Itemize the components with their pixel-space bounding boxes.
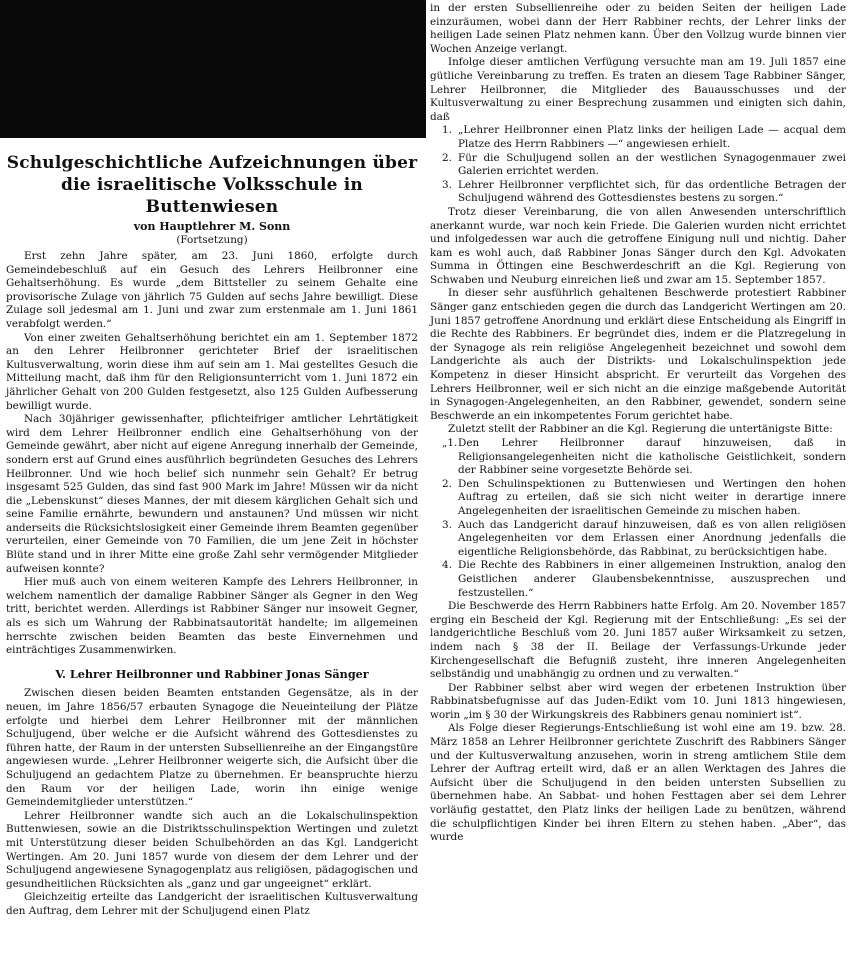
article-title: Schulgeschichtliche Aufzeichnungen über die israelitische Volksschule in Buttenwiesen <box>6 153 418 217</box>
paragraph: Als Folge dieser Regierungs-Entschließung ist wohl eine am 19. bzw. 28. März 1858 an Lehrer Heilbronner gerichtete Zuschrift des Rabbiners Sänger und der Kultusverwaltung anzusehen, worin in streng amtlichem Stile dem Lehrer der Auftrag erteilt wird, daß er an allen Werktagen des Jahres die Aufsicht über die Schuljugend in den beiden untersten Subsellien zu übernehmen habe. An Sabbat- und hohen Festtagen aber sei dem Lehrer vorläufig gestattet, den Platz links der heiligen Lade zu benützen, während die schulpflichtigen Kinder bei ihren Eltern zu stehen haben. „Aber“, das wurde <box>430 722 846 844</box>
paragraph: Hier muß auch von einem weiteren Kampfe des Lehrers Heilbronner, in welchem namentlich der damalige Rabbiner Sänger als Gegner in den Weg tritt, berichtet werden. Allerdings ist Rabbiner Sänger nur insoweit Gegner, als es sich um Wahrung der Rabbinatsautorität handelte; im allgemeinen herrschte zwischen beiden Beamten das beste Einvernehmen und einträchtiges Zusammenwirken. <box>6 576 418 657</box>
list-item: 4. Die Rechte des Rabbiners in einer allgemeinen Instruktion, analog den Geistlichen anderer Glaubensbekenntnisse, auszusprechen und festzustellen.“ <box>442 559 846 599</box>
redacted-image-block <box>0 0 426 138</box>
paragraph: in der ersten Subsellienreihe oder zu beiden Seiten der heiligen Lade einzuräumen, wobei dann der Herr Rabbiner rechts, der Lehrer links der heiligen Lade seinen Platz nehmen kann. Über den Vollzug wurde binnen vier Wochen Anzeige verlangt. <box>430 2 846 55</box>
continuation-note: (Fortsetzung) <box>176 234 248 246</box>
list-item: 2. Den Schulinspektionen zu Buttenwiesen und Wertingen den hohen Auftrag zu erteilen, daß sie sich nicht weiter in derartige innere Angelegenheiten der israelitischen Gemeinde zu mischen haben. <box>442 477 846 517</box>
list-item: „1. Den Lehrer Heilbronner darauf hinzuweisen, daß in Religionsangelegenheiten nicht die katholische Geistlichkeit, sondern der Rabbiner seine vorgesetzte Behörde sei. <box>442 437 846 477</box>
list-item: 3. Auch das Landgericht darauf hinzuweisen, daß es von allen religiösen Angelegenheiten vor dem Erlassen einer Anordnung jedenfalls die eigentliche Religionsbehörde, das Rabbinat, zu berücksichtigen habe. <box>442 518 846 558</box>
author-byline: von Hauptlehrer M. Sonn <box>133 220 291 233</box>
paragraph: Lehrer Heilbronner wandte sich auch an die Lokalschulinspektion Buttenwiesen, sowie an die Distriktsschulinspektion Wertingen und zuletzt mit Unterstützung dieser beiden Schulbehörden an das Kgl. Landgericht Wertingen. Am 20. Juni 1857 wurde von diesem der dem Lehrer und der Schuljugend angewiesene Synagogenplatz aus religiösen, pädagogischen und gesundheitlichen Rücksichten als „ganz und gar ungeeignet“ erklärt. <box>6 809 418 890</box>
paragraph: Zuletzt stellt der Rabbiner an die Kgl. Regierung die untertänigste Bitte: <box>448 423 833 436</box>
paragraph: Nach 30jähriger gewissenhafter, pflichteifriger amtlicher Lehrtätigkeit wird dem Lehrer Heilbronner endlich eine Gehaltserhöhung von der Gemeinde gewährt, aber nicht auf eigene Anregung innerhalb der Gemeinde, sondern erst auf Grund eines ausführlich begründeten Gesuches des Lehrers Heilbronner. Und wie hoch belief sich nunmehr sein Gehalt? Er betrug insgesamt 525 Gulden, das sind fast 900 Mark im Jahre! Müssen wir da nicht die „Lebenskunst“ dieses Mannes, der mit diesem kärglichen Gehalt sich und seine Familie ernährte, bewundern und anstaunen? Und müssen wir nicht anderseits die Rücksichtslosigkeit einer Gemeinde ihrem Beamten gegenüber verurteilen, einer Gemeinde von 70 Familien, die um jene Zeit in höchster Blüte stand und in ihrer Mitte eine große Zahl sehr vermögender Mitglieder aufweisen konnte? <box>6 413 418 575</box>
paragraph: Zwischen diesen beiden Beamten entstanden Gegensätze, als in der neuen, im Jahre 1856/57 erbauten Synagoge die Neueinteilung der Plätze erfolgte und hierbei dem Lehrer Heilbronner mit der männlichen Schuljugend, über welche er die Aufsicht während des Gottesdienstes zu führen hatte, der Raum in der untersten Subsellienreihe an der Eingangstüre angewiesen wurde. „Lehrer Heilbronner weigerte sich, die Aufsicht über die Schuljugend an gedachtem Platze zu übernehmen. Er beanspruchte hierzu den Raum vor der heiligen Lade, worin ihn einige wenige Gemeindemitglieder unterstützen.“ <box>6 687 418 809</box>
list-item: 1. „Lehrer Heilbronner einen Platz links der heiligen Lade — acqual dem Platze des Herrn Rabbiners —“ angewiesen erhielt. <box>442 124 846 150</box>
agreement-list <box>430 124 846 206</box>
right-column <box>430 2 846 845</box>
paragraph: Gleichzeitig erteilte das Landgericht der israelitischen Kultusverwaltung den Auftrag, dem Lehrer mit der Schuljugend einen Platz <box>6 891 418 917</box>
paragraph: Trotz dieser Vereinbarung, die von allen Anwesenden unterschriftlich anerkannt wurde, war noch kein Friede. Die Galerien wurden nicht errichtet und infolgedessen war auch die getroffene Einigung null und nichtig. Daher kam es wohl auch, daß Rabbiner Jonas Sänger durch den Kgl. Advokaten Summa in Öttingen eine Beschwerdeschrift an die Kgl. Regierung von Schwaben und Neuburg einreichen ließ und zwar am 15. September 1857. <box>430 205 846 286</box>
paragraph: Von einer zweiten Gehaltserhöhung berichtet ein am 1. September 1872 an den Lehrer Heilbronner gerichteter Brief der israelitischen Kultusverwaltung, worin diese ihm auf sein am 1. Mai gestelltes Gesuch die Mitteilung macht, daß ihm für den Religionsunterricht vom 1. Juni 1872 ein jährlicher Gehalt von 200 Gulden festgesetzt, also 125 Gulden Aufbesserung bewilligt wurde. <box>6 331 418 412</box>
paragraph: Der Rabbiner selbst aber wird wegen der erbetenen Instruktion über Rabbinatsbefugnisse auf das Juden-Edikt vom 10. Juni 1813 hingewiesen, worin „im § 30 der Wirkungskreis des Rabbiners genau nominiert ist“. <box>430 681 846 721</box>
section-heading: V. Lehrer Heilbronner und Rabbiner Jonas Sänger <box>55 666 369 681</box>
paragraph: Erst zehn Jahre später, am 23. Juni 1860, erfolgte durch Gemeindebeschluß auf ein Gesuch des Lehrers Heilbronner eine Gehaltserhöhung. Es wurde „dem Bittsteller zu seinem Gehalte eine provisorische Zulage von jährlich 75 Gulden auf sechs Jahre bewilligt. Diese Zulage soll jedesmal am 1. Juni und zwar zum erstenmale am 1. Juni 1861 verabfolgt werden.“ <box>6 250 418 330</box>
list-item: 3. Lehrer Heilbronner verpflichtet sich, für das ordentliche Betragen der Schuljugend während des Gottesdienstes bestens zu sorgen.“ <box>442 178 846 205</box>
paragraph: Infolge dieser amtlichen Verfügung versuchte man am 19. Juli 1857 eine gütliche Vereinbarung zu treffen. Es traten an diesem Tage Rabbiner Sänger, Lehrer Heilbronner, die Mitglieder des Bauausschusses und der Kultusverwaltung zu einer Besprechung zusammen und einigten sich dahin, daß <box>430 56 846 123</box>
paragraph: Die Beschwerde des Herrn Rabbiners hatte Erfolg. Am 20. November 1857 erging ein Bescheid der Kgl. Regierung mit der Entschließung: „Es sei der landgerichtliche Beschluß vom 20. Juni 1857 außer Wirksamkeit zu setzen, indem nach § 38 der II. Beilage der Verfassungs-Urkunde jeder Kirchengesellschaft die Befugniß zusteht, ihre inneren Angelegenheiten selbständig und unabhängig zu ordnen und zu verwalten.“ <box>430 600 846 681</box>
paragraph: In dieser sehr ausführlich gehaltenen Beschwerde protestiert Rabbiner Sänger ganz entschieden gegen die durch das Landgericht Wertingen am 20. Juni 1857 getroffene Anordnung und erklärt diese Entscheidung als Eingriff in die Rechte des Rabbiners. Er begründet dies, indem er die Platzregelung in der Synagoge als rein religiöse Angelegenheit bezeichnet und sowohl dem Landgerichte als auch der Distrikts- und Lokalschulinspektion jede Kompetenz in dieser Hinsicht abspricht. Er verurteilt das Vorgehen des Lehrers Heilbronner, weil er sich nicht an die einzige maßgebende Autorität in Synagogen-Angelegenheiten, an den Rabbiner, gewendet, sondern seine Beschwerde an ein inkompetentes Forum gerichtet habe. <box>430 287 846 422</box>
petition-list <box>430 437 846 600</box>
list-item: 2. Für die Schuljugend sollen an der westlichen Synagogenmauer zwei Galerien errichtet werden. <box>442 151 846 178</box>
left-column <box>6 152 418 919</box>
